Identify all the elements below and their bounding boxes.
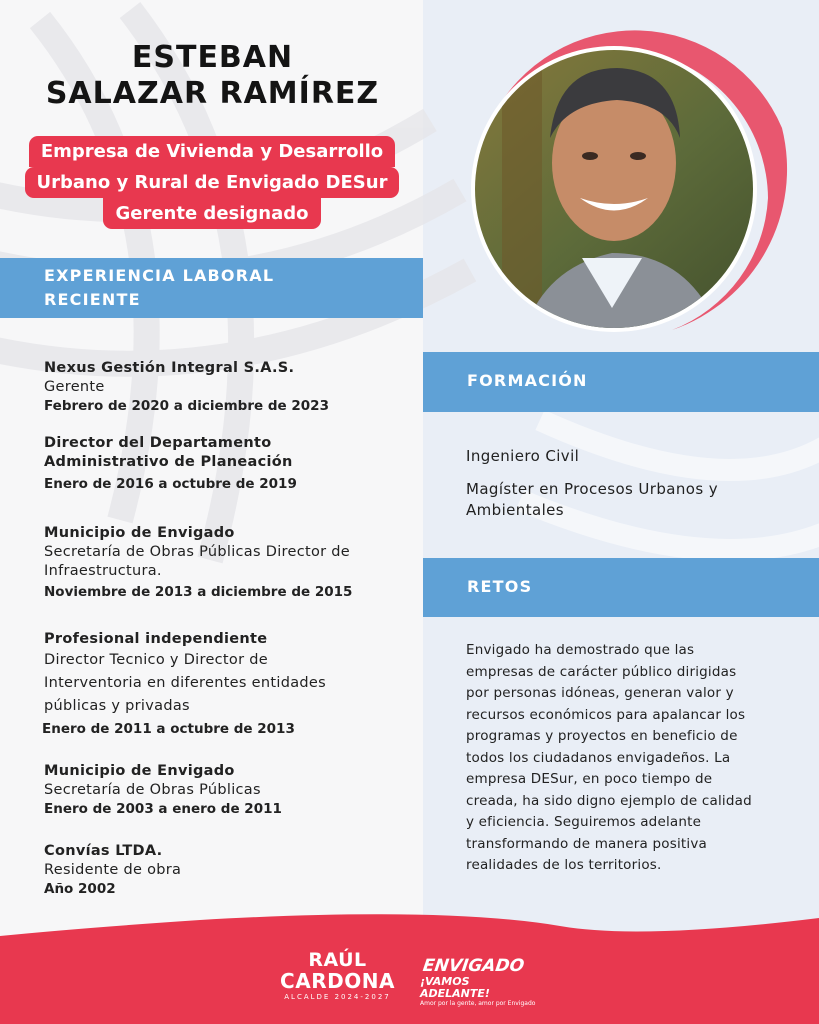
job-entry [44,630,404,741]
job-dates: Febrero de 2020 a diciembre de 2023 [44,398,329,414]
formation-heading [423,352,819,412]
candidate-tagline: ALCALDE 2024-2027 [284,993,391,1001]
job-entry [44,762,404,819]
candidate-last-name: CARDONA [280,969,395,993]
job-role: Interventoria en diferentes entidades [44,675,326,691]
job-title: Municipio de Envigado [44,525,235,541]
job-dates: Enero de 2003 a enero de 2011 [44,801,282,817]
role-line-2: Urbano y Rural de Envigado DESur [25,167,400,198]
candidate-first-name: RAÚL [308,949,367,971]
formation-item-line: Magíster en Procesos Urbanos y [466,480,719,498]
retos-line: Envigado ha demostrado que las [466,642,695,658]
job-role: Gerente [44,379,105,395]
profile-photo [462,8,807,338]
job-entry [44,842,404,899]
person-name [30,40,395,112]
experience-heading [0,258,423,318]
retos-line: y eficiencia. Seguiremos adelante [466,814,702,830]
retos-line: realidades de los territorios. [466,857,662,873]
job-dates: Enero de 2011 a octubre de 2013 [42,721,295,737]
job-dates: Año 2002 [44,881,116,897]
experience-heading-line-2: RECIENTE [44,290,141,309]
job-role: Residente de obra [44,862,182,878]
job-title: Convías LTDA. [44,843,163,859]
retos-line: empresas de carácter público dirigidas [466,663,737,680]
job-title: Municipio de Envigado [44,763,235,779]
formation-heading-text: FORMACIÓN [467,371,588,390]
role-highlight [16,136,408,229]
formation-item [466,479,786,521]
job-dates: Noviembre de 2013 a diciembre de 2015 [44,584,353,600]
formation-item: Ingeniero Civil [466,447,580,465]
candidate-logo [270,950,405,1001]
retos-line: programas y proyectos en beneficio de [466,728,738,744]
job-dates: Enero de 2016 a octubre de 2019 [44,476,297,492]
experience-heading-line-1: EXPERIENCIA LABORAL [44,266,275,285]
job-title: Profesional independiente [44,631,268,647]
job-title: Nexus Gestión Integral S.A.S. [44,360,295,376]
job-entry [44,434,404,494]
retos-line: todos los ciudadanos envigadeños. La [466,749,731,766]
envigado-slogan: ¡VAMOS ADELANTE! [420,975,490,1000]
retos-line: por personas idóneas, generan valor y [466,685,734,701]
name-line-1: ESTEBAN [131,40,294,75]
role-line-3: Gerente designado [103,198,320,229]
envigado-logo [420,956,540,1008]
retos-line: transformando de manera positiva [466,835,708,852]
job-role: Secretaría de Obras Públicas [44,782,261,798]
job-role: Secretaría de Obras Públicas Director de [44,544,351,560]
role-line-1: Empresa de Vivienda y Desarrollo [29,136,395,167]
job-role: Director Tecnico y Director de [44,652,268,668]
envigado-wordmark: ENVIGADO [419,957,529,975]
job-title: Administrativo de Planeación [44,454,293,470]
name-line-2: SALAZAR RAMÍREZ [45,76,380,111]
retos-heading [423,558,819,617]
job-role: públicas y privadas [44,698,190,714]
retos-paragraph [466,640,784,877]
footer-wave [0,900,819,1024]
job-entry [44,359,404,416]
job-role: Infraestructura. [44,563,162,579]
formation-item-line: Ambientales [466,501,564,519]
job-entry [44,524,404,602]
retos-line: recursos económicos para apalancar los [466,706,746,723]
retos-line: creada, ha sido digno ejemplo de calidad [466,792,752,809]
retos-heading-text: RETOS [467,577,533,596]
envigado-subtitle: Amor por la gente, amor por Envigado [420,1000,536,1007]
job-title: Director del Departamento [44,435,272,451]
retos-line: empresa DESur, en poco tiempo de [466,771,713,787]
